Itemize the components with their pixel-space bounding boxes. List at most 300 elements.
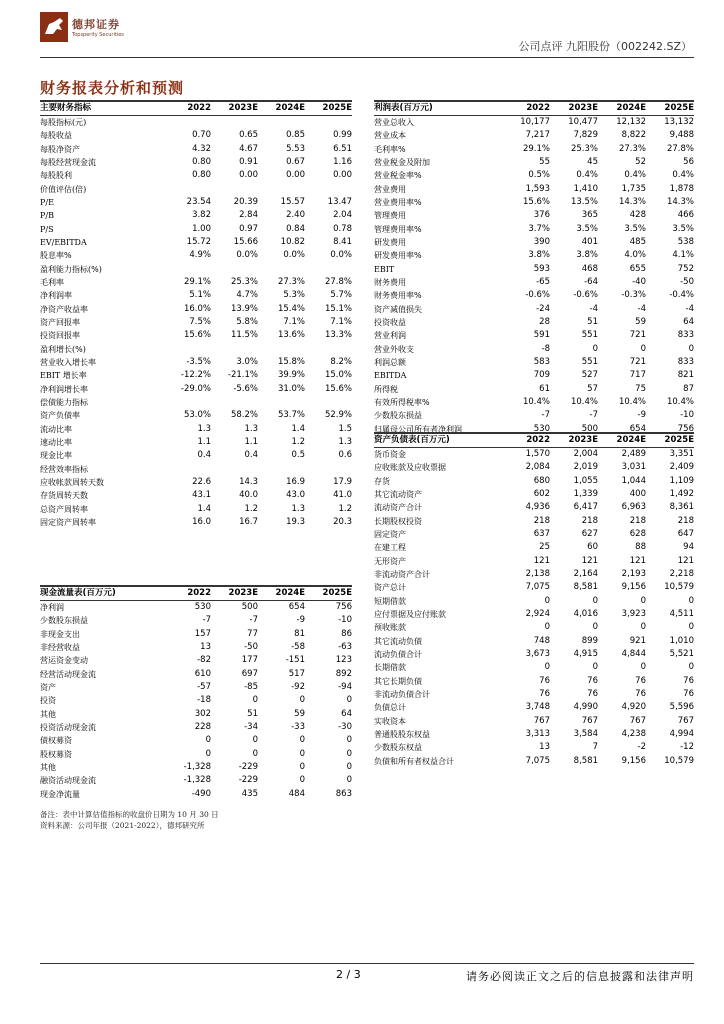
cell-value: 88 [635,542,646,553]
cell-value: 721 [629,330,646,341]
row-label: 其他 [40,709,56,719]
cell-value: -0.6% [525,290,550,301]
table-row [40,601,352,615]
table-title: 主要财务指标 [40,101,164,116]
cell-value: 52.9% [324,410,352,421]
row-label: 其它流动负债 [374,636,422,646]
cell-value: 2,193 [621,568,646,579]
cell-value: 27.8% [666,143,694,154]
cell-value: 5.1% [189,290,211,301]
row-label: 资产总计 [374,583,406,593]
cell-value: 767 [581,715,598,726]
table-row [374,116,694,130]
year-header: 2025E [305,586,352,601]
cell-value: 1,735 [621,183,646,194]
cell-value: 61 [539,383,550,394]
cell-value: -64 [584,276,598,287]
cell-value: -229 [238,775,258,786]
row-label: 股权募资 [40,749,72,759]
cash-flow-table [40,585,352,801]
table-row [40,449,352,462]
cell-value [305,262,352,275]
row-label: 其它流动资产 [374,489,422,499]
cell-value: 2,084 [525,462,550,473]
cell-value: 610 [194,668,211,679]
row-label: 每股股利 [40,171,72,181]
cell-value: 435 [241,788,258,799]
cell-value: 20.3 [333,517,352,528]
cell-value: 6,963 [621,502,646,513]
row-label: 流动负债合计 [374,649,422,659]
table-row [374,249,694,262]
cell-value: -1,328 [183,775,211,786]
cell-value: 0 [346,761,352,772]
table-row [40,222,352,235]
row-label: 所得税 [374,384,398,394]
row-label: 存货周转天数 [40,491,88,501]
table-row [40,329,352,342]
row-label: 毛利率 [40,277,64,287]
cell-value: 121 [629,555,646,566]
cell-value: 1,055 [573,475,598,486]
cell-value: -50 [680,276,694,287]
cell-value: 0.4 [244,450,258,461]
cell-value: -30 [338,721,352,732]
cell-value: 5,521 [669,648,694,659]
table-row [40,116,352,130]
cell-value: 1,570 [525,449,550,459]
row-label: P/E [40,197,54,207]
table-row [374,262,694,275]
cell-value: 530 [194,602,211,612]
table-row [40,129,352,142]
cell-value: 16.0 [192,517,211,528]
table-row [374,728,694,741]
row-label: 价值评估(倍) [40,184,87,194]
table-row [374,594,694,607]
table-row [40,463,352,476]
report-tag: 公司点评 九阳股份（002242.SZ） [518,40,692,53]
cell-value: 13 [539,742,550,753]
cell-value: -2 [637,742,646,753]
row-label: 偿债能力指标 [40,398,88,408]
row-label: 固定资产周转率 [40,518,96,528]
cell-value: 76 [587,689,598,700]
row-label: 现金净流量 [40,789,80,799]
cell-value: 13 [200,641,211,652]
cell-value: 0 [640,662,646,673]
cell-value: 1,010 [669,635,694,646]
cell-value: 10.4% [522,397,550,408]
cell-value [164,396,211,409]
cell-value: 15.1% [324,303,352,314]
table-row [40,654,352,667]
cell-value: 43.1 [192,490,211,501]
cell-value: -0.3% [621,290,646,301]
cell-value: 3.0% [236,357,258,368]
cell-value: 0.00 [286,170,305,181]
cell-value: 390 [533,236,550,247]
table-row [40,369,352,382]
table-row [374,369,694,382]
row-label: 固定资产 [374,529,406,539]
cell-value: 4.32 [192,143,211,154]
row-label: 长期股权投资 [374,516,422,526]
cell-value: -12 [680,742,694,753]
table-row [374,528,694,541]
cell-value: -7 [541,410,550,421]
row-label: 营业外收支 [374,344,414,354]
table-row [374,688,694,701]
year-header: 2022 [164,101,211,116]
cell-value: 833 [677,357,694,368]
cell-value: 1,492 [669,488,694,499]
cell-value: 4.7% [236,290,258,301]
table-row [40,236,352,249]
year-header: 2024E [258,586,305,601]
cell-value: 0 [346,735,352,746]
row-label: 资产负债率 [40,411,80,421]
cell-value: 0.0% [236,250,258,261]
cell-value: 2,924 [525,608,550,619]
table-row [374,634,694,647]
cell-value: 527 [581,370,598,381]
cell-value: 833 [677,330,694,341]
cell-value: 4.9% [189,250,211,261]
row-label: 财务费用 [374,277,406,287]
table-row [40,614,352,627]
cell-value: 376 [533,210,550,221]
cell-value: 10,579 [664,755,694,766]
cell-value: 10,477 [568,117,598,127]
cell-value: 2,164 [573,568,598,579]
cell-value: 7.5% [189,316,211,327]
cell-value: 16.9 [286,477,305,488]
table-row [374,715,694,728]
year-header: 2022 [502,433,550,448]
cell-value: 60 [587,542,598,553]
cell-value: 0 [640,622,646,633]
row-label: 净资产收益率 [40,304,88,314]
cell-value: 1.1 [244,437,258,448]
cell-value: 4.0% [624,250,646,261]
cell-value: 177 [241,655,258,666]
cell-value: 76 [635,675,646,686]
row-label: 应付票据及应付账款 [374,609,446,619]
cell-value: 1,410 [573,183,598,194]
cell-value: 5.53 [286,143,305,154]
cell-value [258,182,305,195]
row-label: 毛利率% [374,144,406,154]
cell-value: 25.3% [230,276,258,287]
cell-value: 76 [539,689,550,700]
cell-value: 8,361 [669,502,694,513]
table-row [40,503,352,516]
row-label: 其它长期负债 [374,676,422,686]
cell-value: -9 [637,410,646,421]
cell-value: 7,075 [525,755,550,766]
main-indicators-table [40,100,352,529]
cell-value: 0.70 [192,130,211,141]
cell-value: 121 [581,555,598,566]
cell-value: 752 [677,263,694,274]
row-label: P/S [40,224,54,234]
row-label: 货币资金 [374,450,406,459]
cell-value: -7 [589,410,598,421]
cell-value: 16.0% [183,303,211,314]
page-header [40,12,694,58]
cell-value: 76 [539,675,550,686]
cell-value: 8,822 [621,130,646,141]
cell-value: 892 [335,668,352,679]
cell-value: 76 [683,675,694,686]
cell-value: 602 [533,488,550,499]
cell-value: 31.0% [277,383,305,394]
table-row [374,648,694,661]
row-label: 非流动负债合计 [374,690,430,700]
row-label: 营业成本 [374,131,406,141]
table-row [374,581,694,594]
row-label: 普通股股东权益 [374,730,430,740]
table-row [40,734,352,747]
cell-value: 15.4% [277,303,305,314]
cell-value: 591 [533,330,550,341]
cell-value: 593 [533,263,550,274]
cell-value: 77 [247,628,258,639]
cell-value: 10.82 [280,236,305,247]
note-valuation-date: 备注：表中计算估值指标的收盘价日期为 10 月 30 日 [40,810,219,819]
row-label: 融资活动现金流 [40,776,96,786]
row-label: 利润总额 [374,358,406,368]
row-label: 少数股东损益 [374,411,422,421]
cell-value: 1.2 [291,437,305,448]
cell-value: 13,132 [664,117,694,127]
cell-value: 64 [341,708,352,719]
row-label: 应收账款及应收票据 [374,463,446,473]
cell-value: 655 [629,263,646,274]
row-label: 长期借款 [374,663,406,673]
cell-value: 0.65 [239,130,258,141]
cell-value [164,182,211,195]
cell-value: -7 [202,615,211,626]
cell-value: 654 [629,423,646,434]
cell-value: 14.3% [618,196,646,207]
cell-value: 637 [533,528,550,539]
table-row [374,755,694,768]
row-label: 每股净资产 [40,144,80,154]
cell-value: 2.40 [286,210,305,221]
cell-value: 59 [635,316,646,327]
cell-value: 57 [587,383,598,394]
cell-value: 709 [533,370,550,381]
row-label: 现金比率 [40,451,72,461]
row-label: 应收帐款周转天数 [40,478,104,488]
cell-value [305,463,352,476]
section-title: 财务报表分析和预测 [40,79,185,97]
cell-value: 2,409 [669,462,694,473]
cell-value: 13.9% [230,303,258,314]
cell-value [305,116,352,130]
row-label: 每股指标(元) [40,118,87,127]
table-row [40,142,352,155]
cell-value [258,343,305,356]
cell-value: 1.2 [244,503,258,514]
cell-value: 1.00 [192,223,211,234]
row-label: 流动比率 [40,424,72,434]
cell-value: 15.72 [186,236,211,247]
year-header: 2025E [305,101,352,116]
cell-value: 4.67 [239,143,258,154]
cell-value: 1,044 [621,475,646,486]
year-header: 2023E [550,101,598,116]
cell-value: 0 [688,595,694,606]
cell-value: 14.3 [239,477,258,488]
cell-value: 13.5% [570,196,598,207]
table-row [40,289,352,302]
cell-value: 0 [592,343,598,354]
table-row [40,707,352,720]
cell-value: -24 [536,303,550,314]
table-row [374,396,694,409]
cell-value: 767 [677,715,694,726]
row-label: 净利润增长率 [40,384,88,394]
cell-value: -5.6% [233,383,258,394]
cell-value: 0 [299,748,305,759]
cell-value: 3,351 [669,449,694,459]
cell-value: 2,138 [525,568,550,579]
table-row [374,741,694,754]
cell-value: 12,132 [616,117,646,127]
cell-value: 1.3 [291,503,305,514]
cell-value: 3.8% [528,250,550,261]
cell-value: 29.1% [522,143,550,154]
row-label: 有效所得税率% [374,398,430,408]
cell-value: 583 [533,357,550,368]
cell-value: 10,579 [664,582,694,593]
row-label: 非流动资产合计 [374,569,430,579]
cell-value: 81 [294,628,305,639]
cell-value: 76 [587,675,598,686]
cell-value: 921 [629,635,646,646]
cell-value: 5,596 [669,702,694,713]
cell-value: 0.5 [291,450,305,461]
cell-value: 530 [533,423,550,434]
row-label: 存货 [374,476,390,486]
cell-value: -10 [680,410,694,421]
cell-value: 697 [241,668,258,679]
cell-value: 1,878 [669,183,694,194]
table-row [374,356,694,369]
cell-value: 538 [677,236,694,247]
cell-value: 52 [635,156,646,167]
cell-value: 123 [335,655,352,666]
cell-value: 0 [252,748,258,759]
row-label: 总资产周转率 [40,504,88,514]
cell-value: 4.1% [672,250,694,261]
cell-value: 1,339 [573,488,598,499]
table-row [40,747,352,760]
cell-value: 7,829 [573,130,598,141]
cell-value: 756 [677,423,694,434]
cell-value: 2.84 [239,210,258,221]
cell-value: 64 [683,316,694,327]
cell-value: -8 [541,343,550,354]
row-label: EV/EBITDA [40,237,87,247]
table-row [374,236,694,249]
cell-value: 56 [683,156,694,167]
cell-value: 0.4% [624,170,646,181]
table-row [374,514,694,527]
cell-value: 4,990 [573,702,598,713]
cell-value: -10 [338,615,352,626]
cell-value: 0 [346,775,352,786]
cell-value: 400 [629,488,646,499]
row-label: EBIT 增长率 [40,371,87,381]
cell-value [258,463,305,476]
cell-value: 6.51 [333,143,352,154]
cell-value: 0 [592,662,598,673]
cell-value: 863 [335,788,352,799]
table-row [40,316,352,329]
cell-value: 2,004 [573,449,598,459]
table-row [374,461,694,474]
table-row [374,701,694,714]
cell-value: 2,218 [669,568,694,579]
cell-value: 39.9% [277,370,305,381]
cell-value: 1.3 [197,423,211,434]
table-row [40,196,352,209]
table-row [40,774,352,787]
cell-value: 23.54 [186,196,211,207]
cell-value [164,343,211,356]
cell-value: 27.3% [618,143,646,154]
row-label: 负债和所有者权益合计 [374,756,454,766]
cell-value: 51 [247,708,258,719]
cell-value: 0 [688,622,694,633]
cell-value [305,343,352,356]
cell-value: -9 [296,615,305,626]
table-row [40,436,352,449]
cell-value: 7,217 [525,130,550,141]
cell-value: 0.67 [286,156,305,167]
cell-value: 218 [629,515,646,526]
cell-value: 899 [581,635,598,646]
cell-value: 2.04 [333,210,352,221]
cell-value: 40.0 [239,490,258,501]
table-row [40,681,352,694]
cell-value: 0 [544,662,550,673]
cell-value: 5.7% [330,290,352,301]
table-row [374,276,694,289]
cell-value: 10.4% [570,397,598,408]
cell-value: 2,019 [573,462,598,473]
cell-value [211,463,258,476]
row-label: 营业利润 [374,331,406,341]
cell-value: 4,920 [621,702,646,713]
table-header-row [374,433,694,448]
cell-value: 4,238 [621,729,646,740]
cell-value: 3,748 [525,702,550,713]
cell-value: -58 [291,641,305,652]
row-label: 每股经营现金流 [40,157,96,167]
cell-value: 25.3% [570,143,598,154]
cell-value: 121 [533,555,550,566]
cell-value: 428 [629,210,646,221]
cell-value: 721 [629,357,646,368]
cell-value: 551 [581,357,598,368]
cell-value: 0 [205,748,211,759]
row-label: 非经营收益 [40,642,80,652]
